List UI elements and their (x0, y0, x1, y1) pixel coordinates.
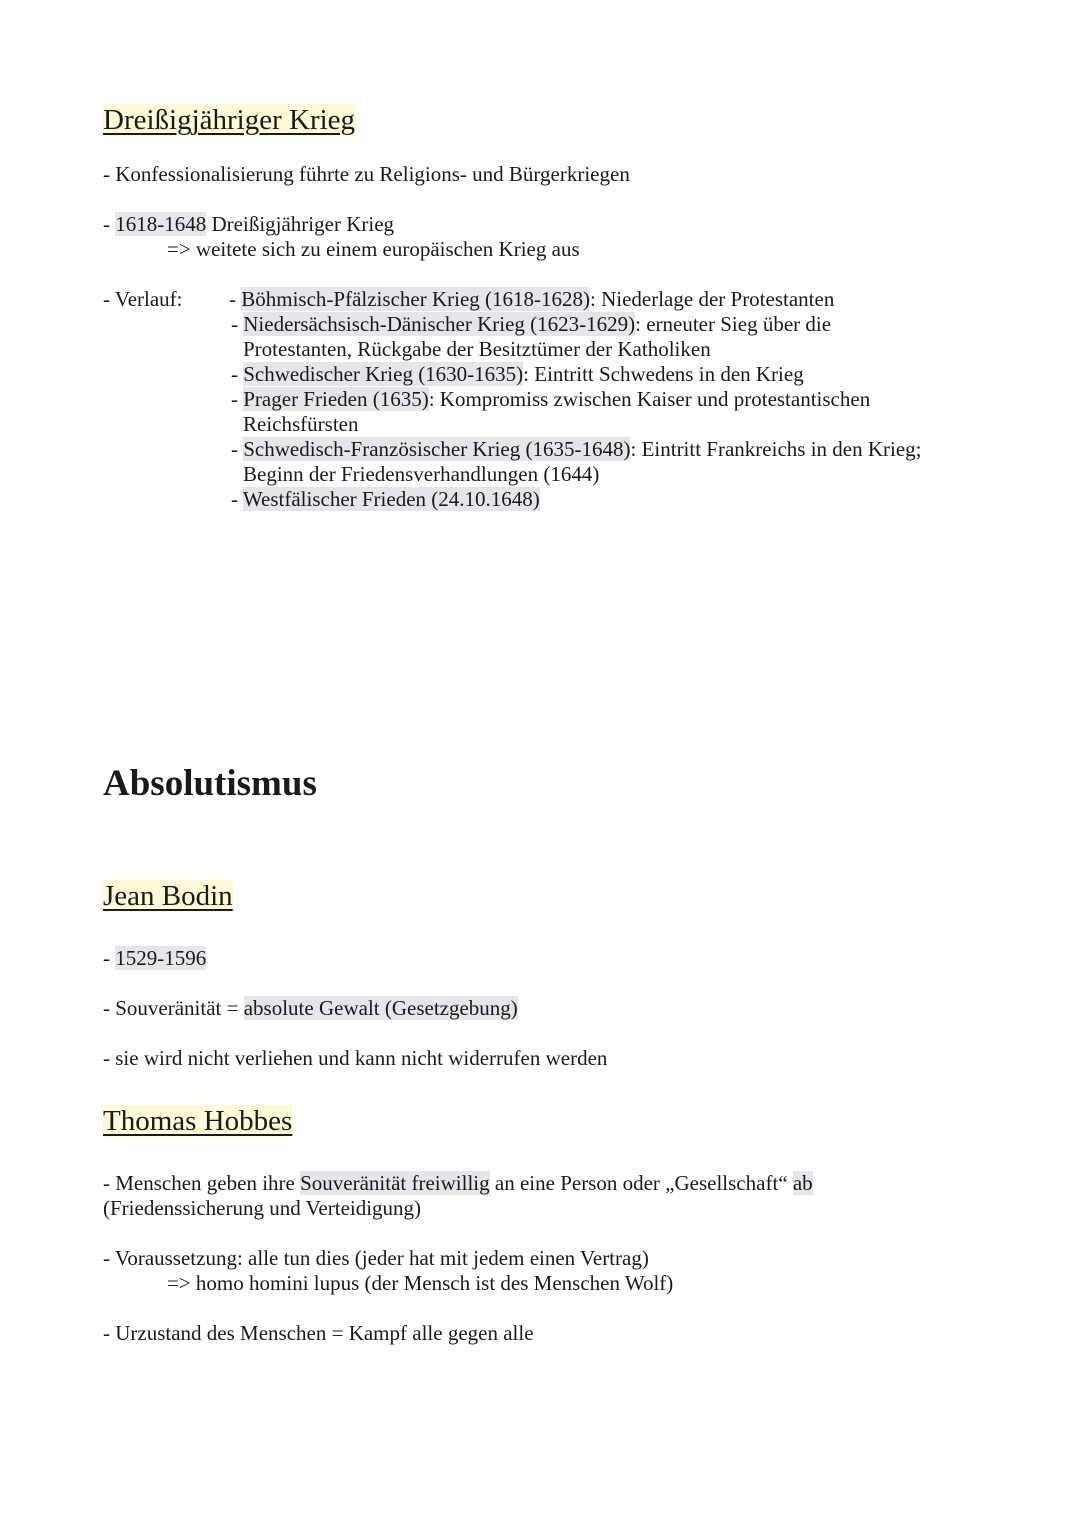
paragraph-voraussetzung: - Voraussetzung: alle tun dies (jeder hat mit jedem einen Vertrag) (103, 1246, 649, 1270)
paragraph-bodin-dates: - 1529-1596 (103, 946, 207, 970)
paragraph-konfessionalisierung: - Konfessionalisierung führte zu Religions- und Bürgerkriegen (103, 162, 630, 186)
verlauf-item: - Schwedischer Krieg (1630-1635): Eintritt Schwedens in den Krieg (231, 362, 804, 386)
paragraph-menschen-geben-continuation: (Friedenssicherung und Verteidigung) (103, 1196, 422, 1220)
verlauf-item: - Westfälischer Frieden (24.10.1648) (231, 487, 540, 511)
verlauf-item: - Schwedisch-Französischer Krieg (1635-1648): Eintritt Frankreichs in den Krieg; (231, 437, 922, 461)
verlauf-item-continuation: Protestanten, Rückgabe der Besitztümer der Katholiken (243, 337, 711, 361)
arrow-line-homo-homini-lupus: => homo homini lupus (der Mensch ist des Menschen Wolf) (167, 1271, 674, 1295)
chapter-heading-absolutismus: Absolutismus (103, 763, 317, 804)
paragraph-urzustand: - Urzustand des Menschen = Kampf alle gegen alle (103, 1321, 534, 1345)
paragraph-souveraenitaet: - Souveränität = absolute Gewalt (Gesetzgebung) (103, 996, 518, 1020)
paragraph-years: - 1618-1648 Dreißigjähriger Krieg (103, 212, 395, 236)
paragraph-menschen-geben: - Menschen geben ihre Souveränität freiwillig an eine Person oder „Gesellschaft“ ab (103, 1171, 813, 1195)
section-title-thomas-hobbes: Thomas Hobbes (103, 1105, 293, 1137)
section-title-jean-bodin: Jean Bodin (103, 880, 233, 912)
verlauf-item-continuation: Beginn der Friedensverhandlungen (1644) (243, 462, 600, 486)
paragraph-nicht-verliehen: - sie wird nicht verliehen und kann nicht widerrufen werden (103, 1046, 608, 1070)
verlauf-label: - Verlauf: (103, 287, 183, 311)
section-title-dreissigjaehriger-krieg: Dreißigjähriger Krieg (103, 104, 356, 136)
verlauf-item: - Niedersächsisch-Dänischer Krieg (1623-1629): erneuter Sieg über die (231, 312, 832, 336)
verlauf-item: - Prager Frieden (1635): Kompromiss zwischen Kaiser und protestantischen (231, 387, 871, 411)
verlauf-item-continuation: Reichsfürsten (243, 412, 359, 436)
arrow-line-european-war: => weitete sich zu einem europäischen Krieg aus (167, 237, 580, 261)
verlauf-item: - Böhmisch-Pfälzischer Krieg (1618-1628): Niederlage der Protestanten (229, 287, 835, 311)
